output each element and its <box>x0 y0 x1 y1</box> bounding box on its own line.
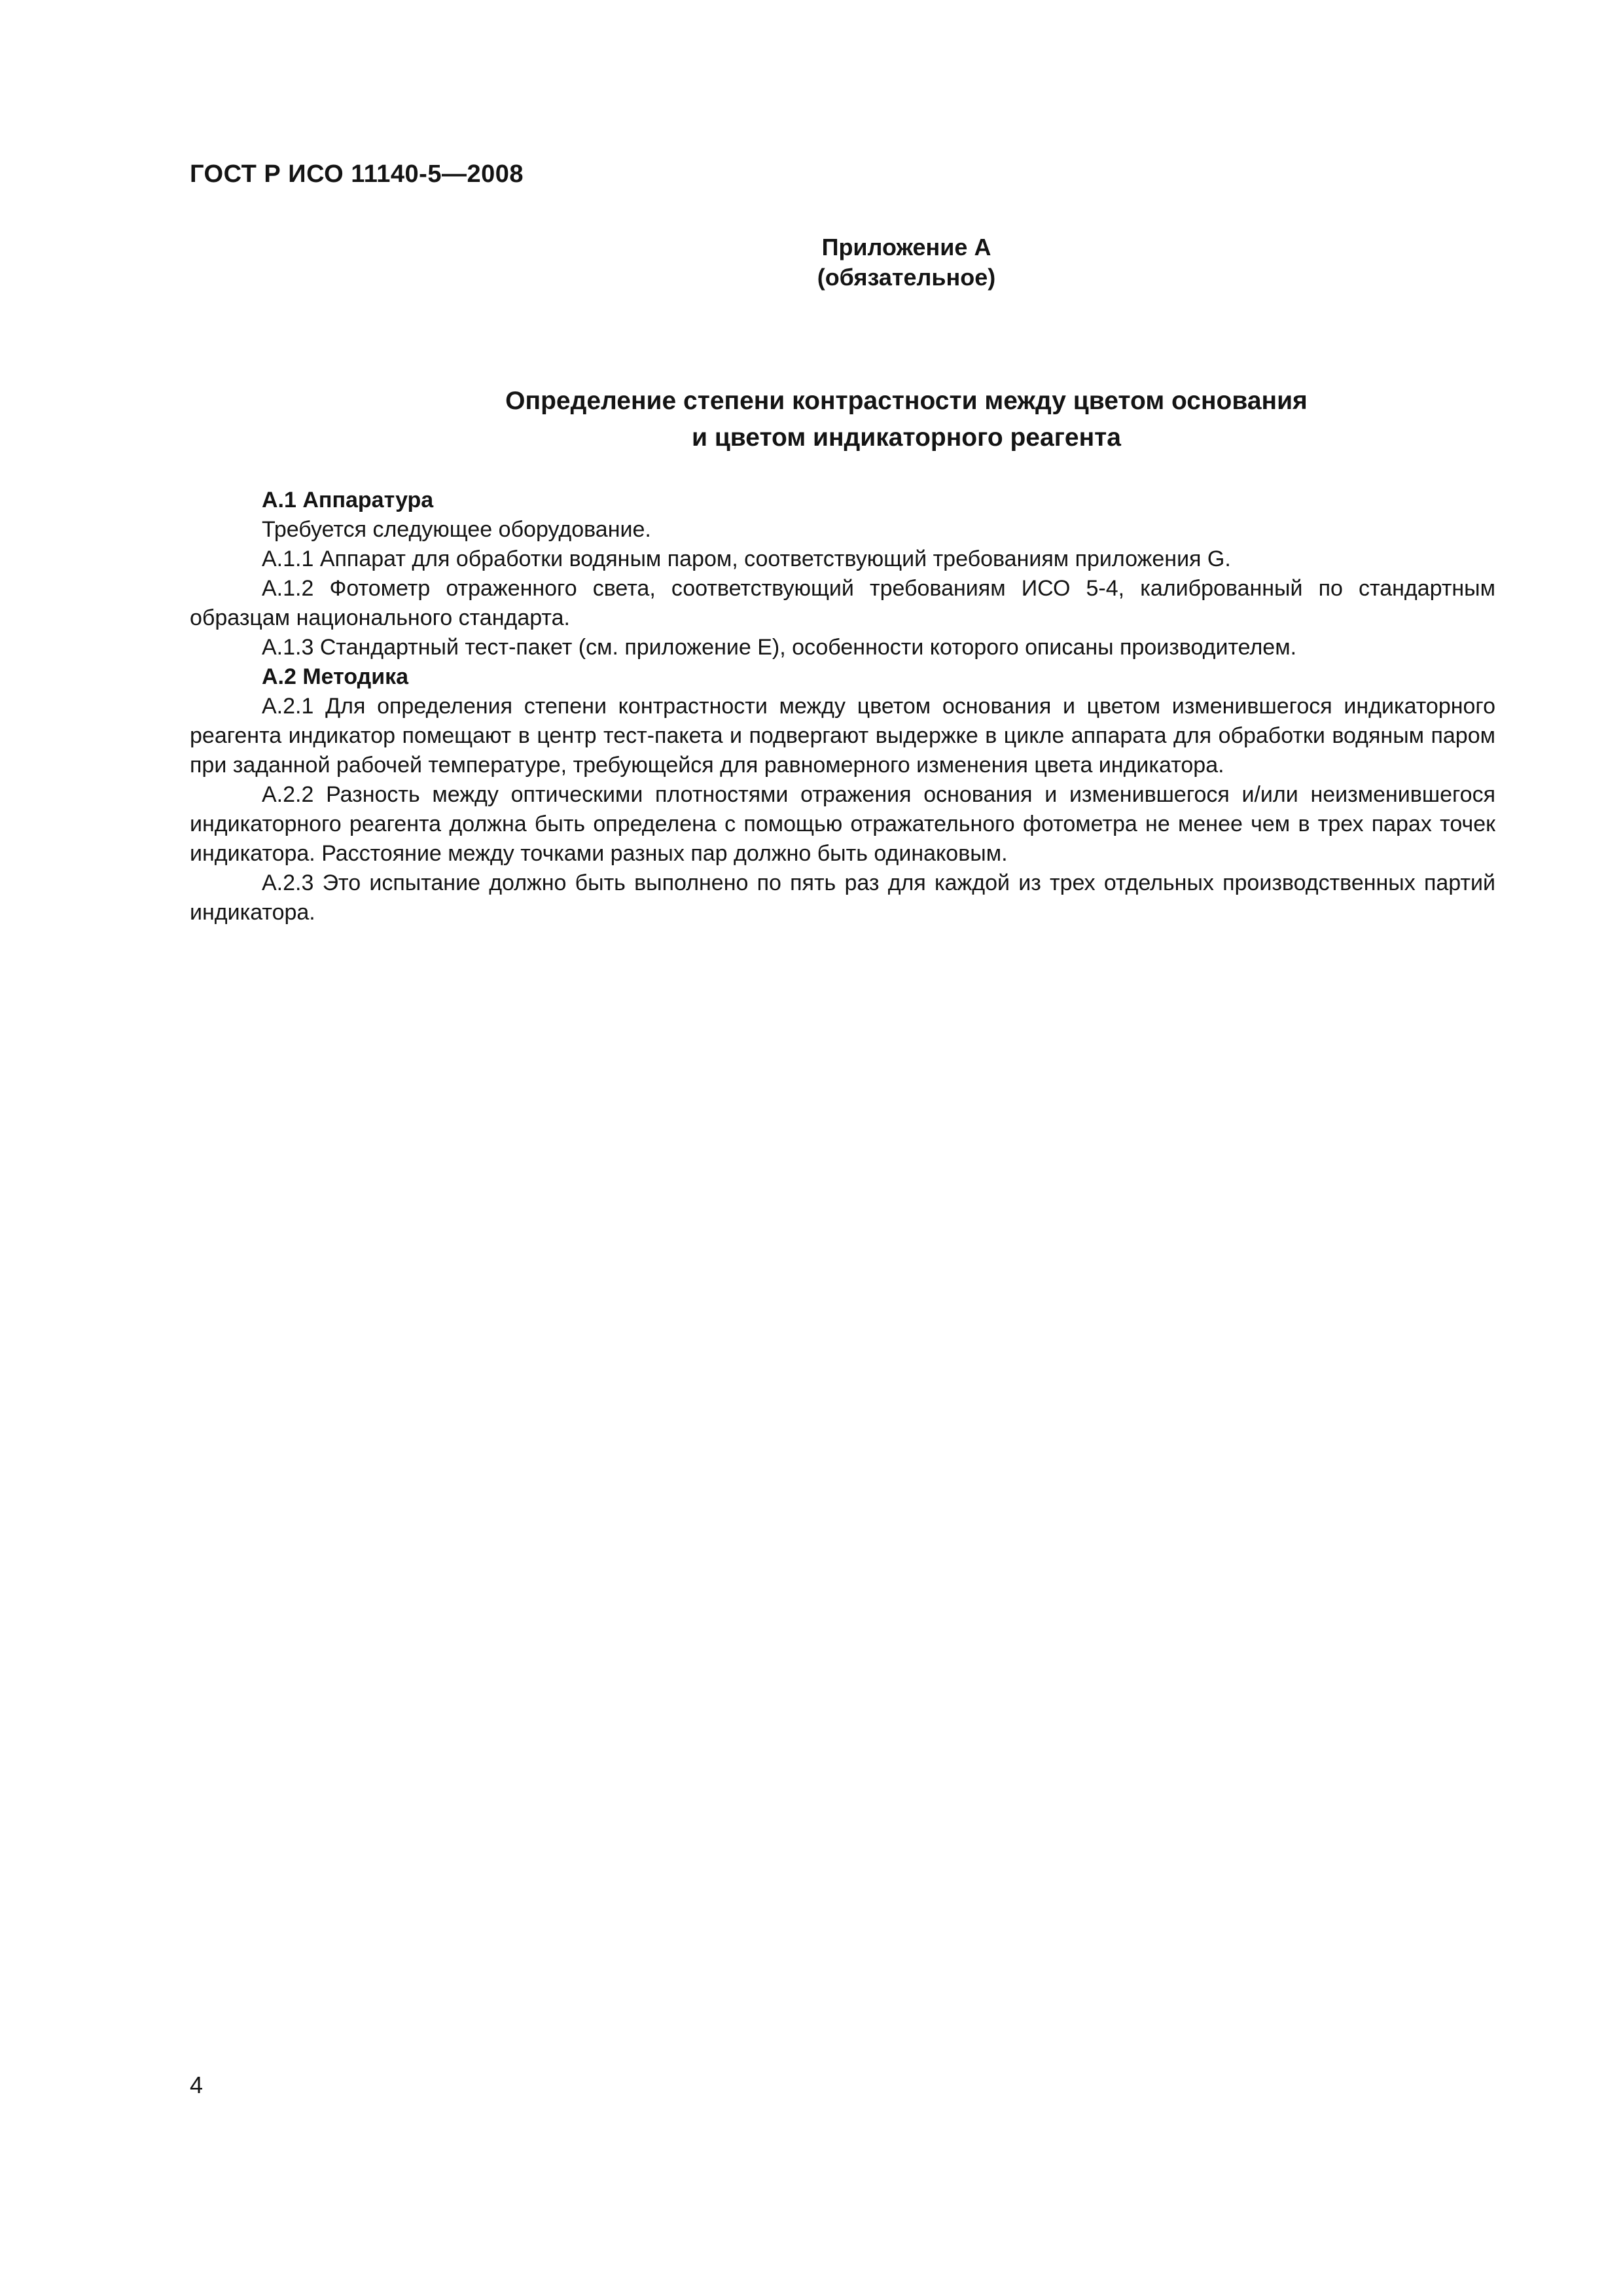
annex-label: Приложение А <box>821 234 991 260</box>
page-number: 4 <box>190 2072 204 2098</box>
paragraph-a1-1: А.1.1 Аппарат для обработки водяным паром, соответствующий требованиям приложения G. <box>262 547 1231 571</box>
paragraph-a1-3: А.1.3 Стандартный тест-пакет (см. приложение Е), особенности которого описаны производителем. <box>262 635 1297 660</box>
document-body <box>190 486 1495 927</box>
annex-title-line-2: и цветом индикаторного реагента <box>692 423 1121 452</box>
paragraph-a2-1: А.2.1 Для определения степени контрастности между цветом основания и цветом изменившегося индикаторного реагента индикатор помещают в центр тест-пакета и подвергают выдержке в цикле аппарата для обработки водяным паром при заданной рабочей температуре, требующейся для равномерного изменения цвета индикатора. <box>190 694 1495 778</box>
annex-label-block <box>0 232 1623 293</box>
document-header: ГОСТ Р ИСО 11140-5—2008 <box>190 160 524 188</box>
paragraph-a2-2: А.2.2 Разность между оптическими плотностями отражения основания и изменившегося и/или неизменившегося индикаторного реагента должна быть определена с помощью отражательного фотометра не менее чем в трех парах точек индикатора. Расстояние между точками разных пар должно быть одинаковым. <box>190 782 1495 866</box>
paragraph-a1-intro: Требуется следующее оборудование. <box>262 517 651 542</box>
annex-title-line-1: Определение степени контрастности между цветом основания <box>505 387 1308 415</box>
section-heading-a2: А.2 Методика <box>262 664 409 689</box>
paragraph-a2-3: А.2.3 Это испытание должно быть выполнено по пять раз для каждой из трех отдельных производственных партий индикатора. <box>190 870 1495 925</box>
annex-status: (обязательное) <box>817 264 996 291</box>
paragraph-a1-2: А.1.2 Фотометр отраженного света, соответствующий требованиям ИСО 5-4, калиброванный по стандартным образцам национального стандарта. <box>190 576 1495 630</box>
section-heading-a1: А.1 Аппаратура <box>262 488 434 512</box>
annex-title <box>0 383 1623 456</box>
